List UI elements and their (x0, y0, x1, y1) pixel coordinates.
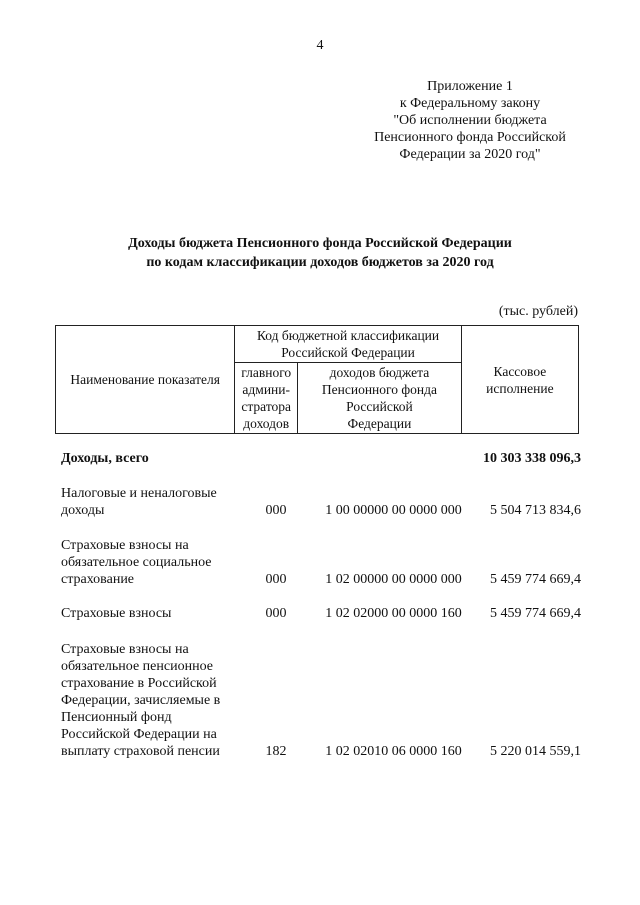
header-admin-line: стратора (241, 399, 292, 414)
units-label: (тыс. рублей) (498, 304, 578, 319)
row-amount: 5 459 774 669,4 (490, 606, 581, 621)
row-name-line: страхование (61, 572, 135, 587)
appendix-block (350, 78, 590, 163)
header-admin-line: главного (241, 365, 292, 380)
appendix-line: Федерации за 2020 год" (399, 147, 541, 162)
header-name (56, 326, 235, 434)
header-admin-line: админи- (242, 382, 290, 397)
appendix-line: к Федеральному закону (399, 96, 541, 111)
page-number: 4 (316, 38, 324, 53)
row-name-line: обязательное пенсионное (61, 659, 213, 674)
row-name (61, 641, 239, 760)
row-name-line: Страховые взносы (61, 606, 172, 621)
row-name-line: Налоговые и неналоговые (61, 486, 217, 501)
row-name-line: Доходы, всего (61, 451, 149, 466)
row-name-line: Пенсионный фонд (61, 710, 172, 725)
row-name-line: Российской Федерации на (61, 727, 217, 742)
header-amount-line: исполнение (486, 380, 554, 396)
row-name-line: доходы (61, 503, 105, 518)
header-income-line: Федерации (347, 416, 412, 431)
row-amount: 5 504 713 834,6 (490, 503, 581, 518)
row-admin-code: 000 (265, 606, 287, 621)
row-name (61, 537, 239, 588)
row-income-code: 1 02 02010 06 0000 160 (325, 744, 462, 759)
appendix-line: "Об исполнении бюджета (393, 113, 547, 128)
header-amount (461, 326, 578, 434)
row-admin-code: 000 (265, 503, 287, 518)
row-name-line: страхование в Российской (61, 676, 217, 691)
document-title (0, 234, 640, 272)
row-admin-code: 182 (265, 744, 287, 759)
table-header (55, 325, 579, 434)
header-code-group-line: Российской Федерации (281, 345, 415, 360)
header-income-line: Пенсионного фонда (321, 382, 437, 397)
row-name-line: Федерации, зачисляемые в (61, 693, 221, 708)
row-name (61, 450, 239, 467)
appendix-line: Приложение 1 (427, 79, 513, 94)
row-name-line: выплату страховой пенсии (61, 744, 220, 759)
row-admin-code: 000 (265, 572, 287, 587)
header-income-line: доходов бюджета (329, 365, 430, 380)
row-amount: 5 220 014 559,1 (490, 744, 581, 759)
header-name-text: Наименование показателя (70, 372, 220, 387)
header-code-group (235, 326, 461, 363)
header-income-line: Российской (346, 399, 413, 414)
header-code-group-line: Код бюджетной классификации (256, 328, 440, 343)
title-line: по кодам классификации доходов бюджетов за 2020 год (146, 255, 494, 270)
header-income (298, 363, 462, 434)
row-income-code: 1 00 00000 00 0000 000 (325, 503, 462, 518)
row-income-code: 1 02 00000 00 0000 000 (325, 572, 462, 587)
header-admin-line: доходов (243, 416, 290, 431)
row-name (61, 485, 239, 519)
title-line: Доходы бюджета Пенсионного фонда Российской Федерации (128, 236, 512, 251)
row-income-code: 1 02 02000 00 0000 160 (325, 606, 462, 621)
header-admin (235, 363, 298, 434)
row-name-line: Страховые взносы на (61, 642, 189, 657)
row-amount: 10 303 338 096,3 (483, 451, 581, 466)
row-name (61, 605, 239, 622)
row-name-line: Страховые взносы на (61, 538, 189, 553)
header-amount-line: Кассовое (493, 363, 547, 379)
row-name-line: обязательное социальное (61, 555, 212, 570)
appendix-line: Пенсионного фонда Российской (374, 130, 566, 145)
row-amount: 5 459 774 669,4 (490, 572, 581, 587)
